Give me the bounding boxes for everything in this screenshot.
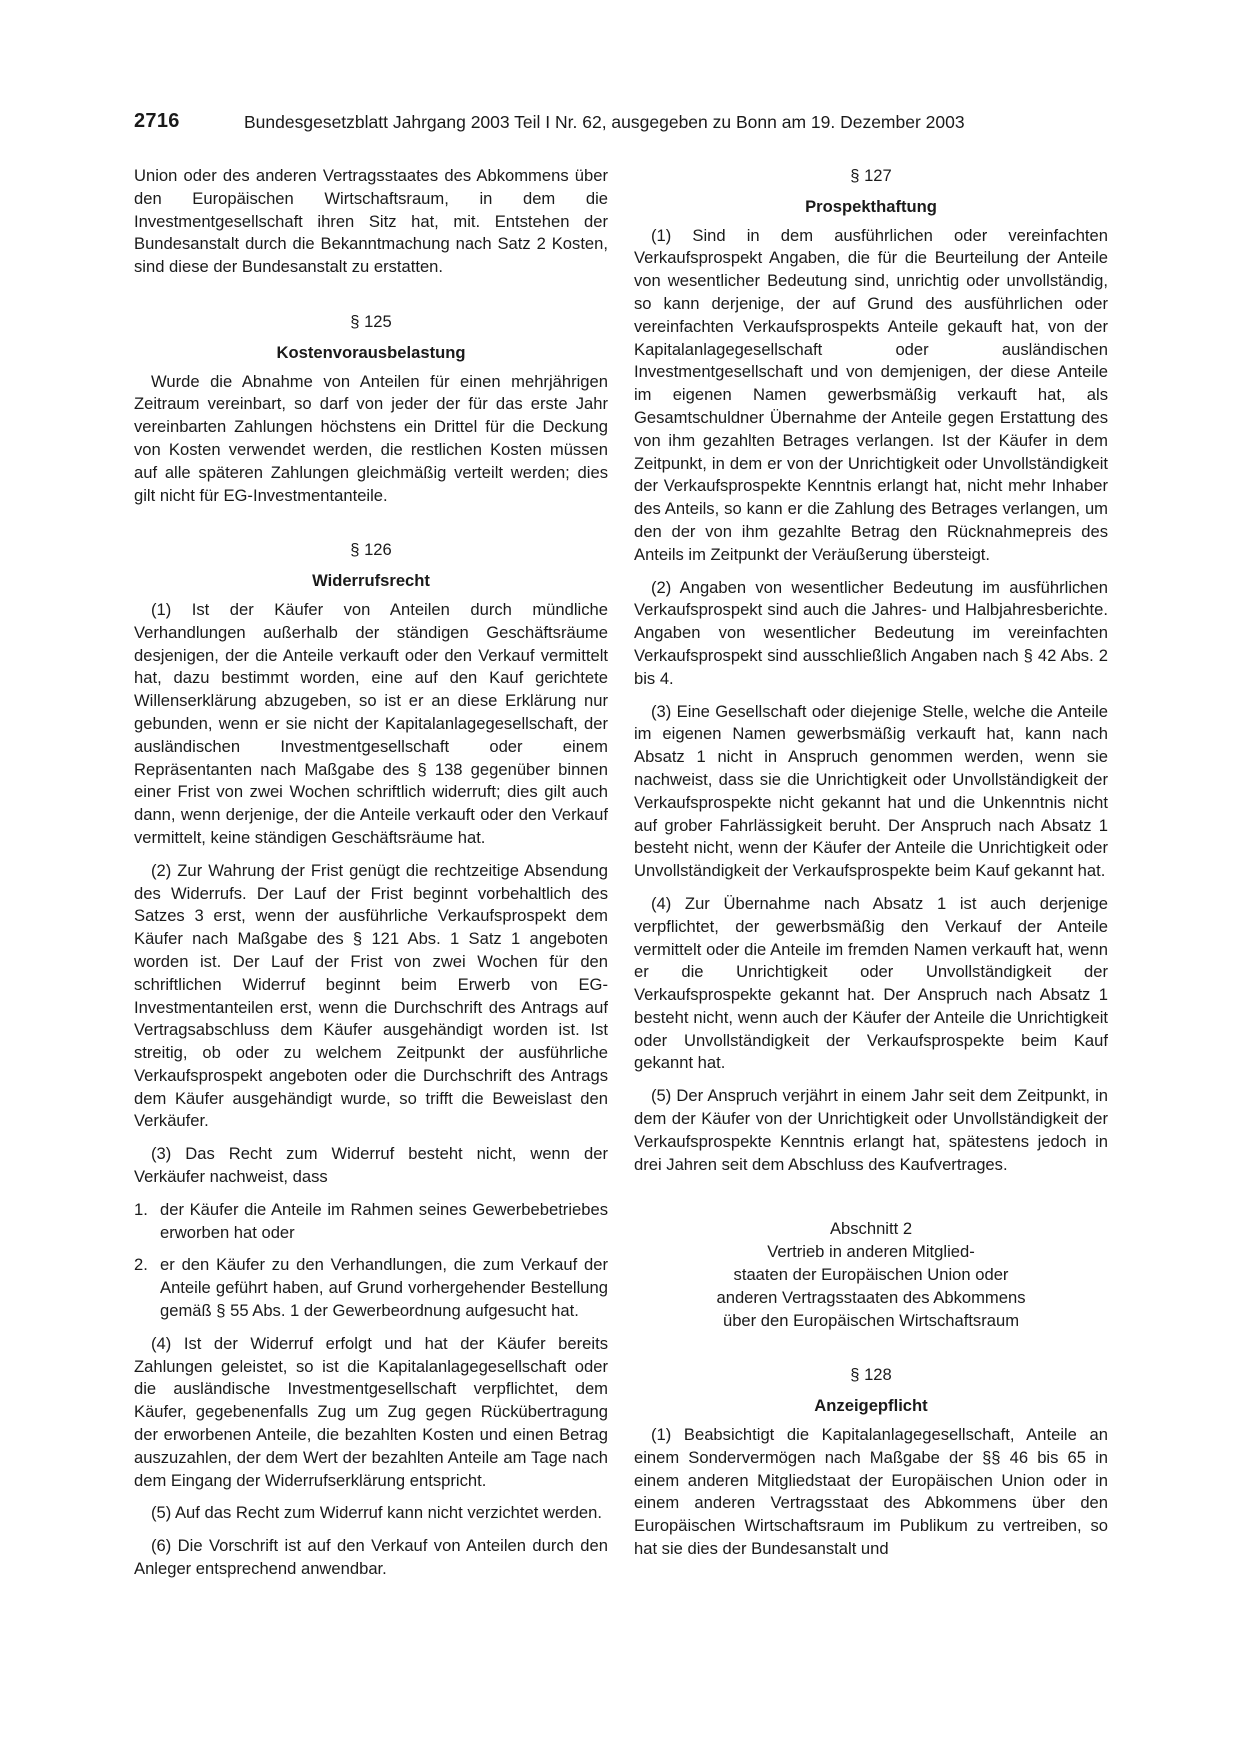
section-126-paragraph-3: (3) Das Recht zum Widerruf besteht nicht, wenn der Verkäufer nachweist, dass xyxy=(134,1144,608,1187)
section-126-number: § 126 xyxy=(350,540,392,560)
section-125-title: Kostenvorausbelastung xyxy=(276,342,466,362)
left-column xyxy=(134,165,608,1591)
section-125-number: § 125 xyxy=(350,311,392,331)
abschnitt-heading xyxy=(634,1218,1108,1332)
abschnitt-line-4: anderen Vertragsstaaten des Abkommens xyxy=(716,1287,1026,1307)
running-title: Bundesgesetzblatt Jahrgang 2003 Teil I Nr. 62, ausgegeben zu Bonn am 19. Dezember 2003 xyxy=(244,112,965,132)
section-127-paragraph-5: (5) Der Anspruch verjährt in einem Jahr seit dem Zeitpunkt, in dem der Käufer von der Unrichtigkeit oder Unvollständigkeit der Verkaufsprospekte Kenntnis erlangt hat, spätestens jedoch in drei Jahren seit dem Abschluss des Kaufvertrages. xyxy=(634,1086,1108,1174)
section-126-paragraph-6: (6) Die Vorschrift ist auf den Verkauf von Anteilen durch den Anleger entsprechend anwendbar. xyxy=(134,1536,608,1579)
section-127-number: § 127 xyxy=(850,166,892,185)
section-126-paragraph-4: (4) Ist der Widerruf erfolgt und hat der Käufer bereits Zahlungen geleistet, so ist die Kapitalanlagegesellschaft oder die ausländische Investmentgesellschaft verpflichtet, dem Käufer, gegebenenfalls Zug um Zug gegen Rückübertragung der erworbenen Anteile, die bezahlten Kosten und einen Betrag auszuzahlen, der dem Wert der bezahlten Anteile am Tage nach dem Eingang der Widerrufserklärung entspricht. xyxy=(134,1333,608,1490)
abschnitt-line-3: staaten der Europäischen Union oder xyxy=(733,1265,1009,1285)
abschnitt-line-5: über den Europäischen Wirtschaftsraum xyxy=(722,1310,1020,1330)
list-item-text: der Käufer die Anteile im Rahmen seines Gewerbebetriebes erworben hat oder xyxy=(160,1199,608,1242)
list-item xyxy=(134,1199,608,1245)
section-128-title: Anzeigepflicht xyxy=(814,1396,928,1416)
continuation-paragraph: Union oder des anderen Vertragsstaates des Abkommens über den Europäischen Wirtschaftsraum, in dem die Investmentgesellschaft ihren Sitz hat, mit. Entstehen der Bundesanstalt durch die Bekanntmachung nach Satz 2 Kosten, sind diese der Bundesanstalt zu erstatten. xyxy=(134,166,608,277)
page-number: 2716 xyxy=(134,110,180,132)
section-127-title: Prospekthaftung xyxy=(805,196,937,216)
page-header xyxy=(134,110,1110,140)
list-item-number: 2. xyxy=(134,1255,148,1275)
list-item-number: 1. xyxy=(134,1199,148,1219)
section-127-paragraph-4: (4) Zur Übernahme nach Absatz 1 ist auch derjenige verpflichtet, der gewerbsmäßig den Verkauf der Anteile vermittelt oder die Anteile im fremden Namen verkauft hat, wenn er die Unrichtigkeit oder Unvollständigkeit der Verkaufsprospekte gekannt hat. Der Anspruch nach Absatz 1 besteht nicht, wenn auch der Käufer der Anteile die Unrichtigkeit oder Unvollständigkeit der Verkaufsprospekte beim Kauf gekannt hat. xyxy=(634,893,1108,1073)
abschnitt-line-2: Vertrieb in anderen Mitglied- xyxy=(767,1242,975,1262)
list-item-text: er den Käufer zu den Verhandlungen, die zum Verkauf der Anteile geführt haben, auf Grund vorhergehender Bestellung gemäß § 55 Abs. 1 der Gewerbeordnung aufgesucht hat. xyxy=(160,1255,608,1321)
section-126-title: Widerrufsrecht xyxy=(312,571,430,591)
abschnitt-line-1: Abschnitt 2 xyxy=(829,1219,913,1239)
section-127-paragraph-2: (2) Angaben von wesentlicher Bedeutung im ausführlichen Verkaufsprospekt sind auch die Jahres- und Halbjahresberichte. Angaben von wesentlicher Bedeutung im vereinfachten Verkaufsprospekt sind ausschließlich Angaben nach § 42 Abs. 2 bis 4. xyxy=(634,577,1108,688)
right-column xyxy=(634,165,1108,1571)
list-item xyxy=(134,1254,608,1322)
section-127-paragraph-1: (1) Sind in dem ausführlichen oder vereinfachten Verkaufsprospekt Angaben, die für die Beurteilung der Anteile von wesentlicher Bedeutung sind, unrichtig oder unvollständig, so kann derjenige, der auf Grund des ausführlichen oder vereinfachten Verkaufsprospekts Anteile gekauft hat, von der Kapitalanlagegesellschaft oder ausländischen Investmentgesellschaft und von demjenigen, der diese Anteile im eigenen Namen gewerbsmäßig verkauft hat, als Gesamtschuldner Übernahme der Anteile gegen Erstattung des von ihm gezahlten Betrages verlangen. Ist der Käufer in dem Zeitpunkt, in dem er von der Unrichtigkeit oder Unvollständigkeit der Verkaufsprospekte Kenntnis erlangt hat, nicht mehr Inhaber des Anteils, so kann er die Zahlung des Betrages verlangen, um den der von ihm gezahlte Betrag den Rücknahmepreis des Anteils im Zeitpunkt der Veräußerung übersteigt. xyxy=(634,225,1108,564)
section-128-number: § 128 xyxy=(850,1365,892,1385)
section-125-paragraph-1: Wurde die Abnahme von Anteilen für einen mehrjährigen Zeitraum vereinbart, so darf von jeder der für das erste Jahr vereinbarten Zahlungen höchstens ein Drittel für die Deckung von Kosten verwendet werden, die restlichen Kosten müssen auf alle späteren Zahlungen gleichmäßig verteilt werden; dies gilt nicht für EG-Investmentanteile. xyxy=(134,371,608,505)
section-127-paragraph-3: (3) Eine Gesellschaft oder diejenige Stelle, welche die Anteile im eigenen Namen gewerbsmäßig verkauft hat, kann nach Absatz 1 nicht in Anspruch genommen werden, wenn sie nachweist, dass sie die Unrichtigkeit oder Unvollständigkeit der Verkaufsprospekte nicht gekannt hat und die Unkenntnis nicht auf grober Fahrlässigkeit beruht. Der Anspruch nach Absatz 1 besteht nicht, wenn der Käufer der Anteile die Unrichtigkeit oder Unvollständigkeit der Verkaufsprospekte beim Kauf gekannt hat. xyxy=(634,701,1108,881)
section-126-paragraph-5: (5) Auf das Recht zum Widerruf kann nicht verzichtet werden. xyxy=(151,1503,602,1523)
section-128-paragraph-1: (1) Beabsichtigt die Kapitalanlagegesellschaft, Anteile an einem Sondervermögen nach Maßgabe der §§ 46 bis 65 in einem anderen Mitgliedstaat der Europäischen Union oder in einem anderen Vertragsstaat des Abkommens über den Europäischen Wirtschaftsraum im Publikum zu vertreiben, so hat sie dies der Bundesanstalt und xyxy=(634,1425,1108,1559)
section-126-paragraph-1: (1) Ist der Käufer von Anteilen durch mündliche Verhandlungen außerhalb der ständigen Geschäftsräume desjenigen, der die Anteile verkauft oder den Verkauf vermittelt hat, dazu bestimmt worden, eine auf den Kauf gerichtete Willenserklärung abzugeben, so ist er an diese Erklärung nur gebunden, wenn er sie nicht der Kapitalanlagegesellschaft, der ausländischen Investmentgesellschaft oder einem Repräsentanten nach Maßgabe des § 138 gegenüber binnen einer Frist von zwei Wochen schriftlich widerruft; dies gilt auch dann, wenn derjenige, der die Anteile verkauft oder den Verkauf vermittelt, keine ständigen Geschäftsräume hat. xyxy=(134,599,608,847)
section-126-paragraph-2: (2) Zur Wahrung der Frist genügt die rechtzeitige Absendung des Widerrufs. Der Lauf der Frist beginnt vorbehaltlich des Satzes 3 erst, wenn der ausführliche Verkaufsprospekt dem Käufer nach Maßgabe des § 121 Abs. 1 Satz 1 angeboten worden ist. Der Lauf der Frist von zwei Wochen für den schriftlichen Widerruf beginnt beim Erwerb von EG-Investmentanteilen erst, wenn die Durchschrift des Antrags auf Vertragsabschluss dem Käufer ausgehändigt worden ist. Ist streitig, ob oder zu welchem Zeitpunkt der ausführliche Verkaufsprospekt angeboten oder die Durchschrift des Antrags dem Käufer ausgehändigt wurde, so trifft die Beweislast den Verkäufer. xyxy=(134,860,608,1131)
